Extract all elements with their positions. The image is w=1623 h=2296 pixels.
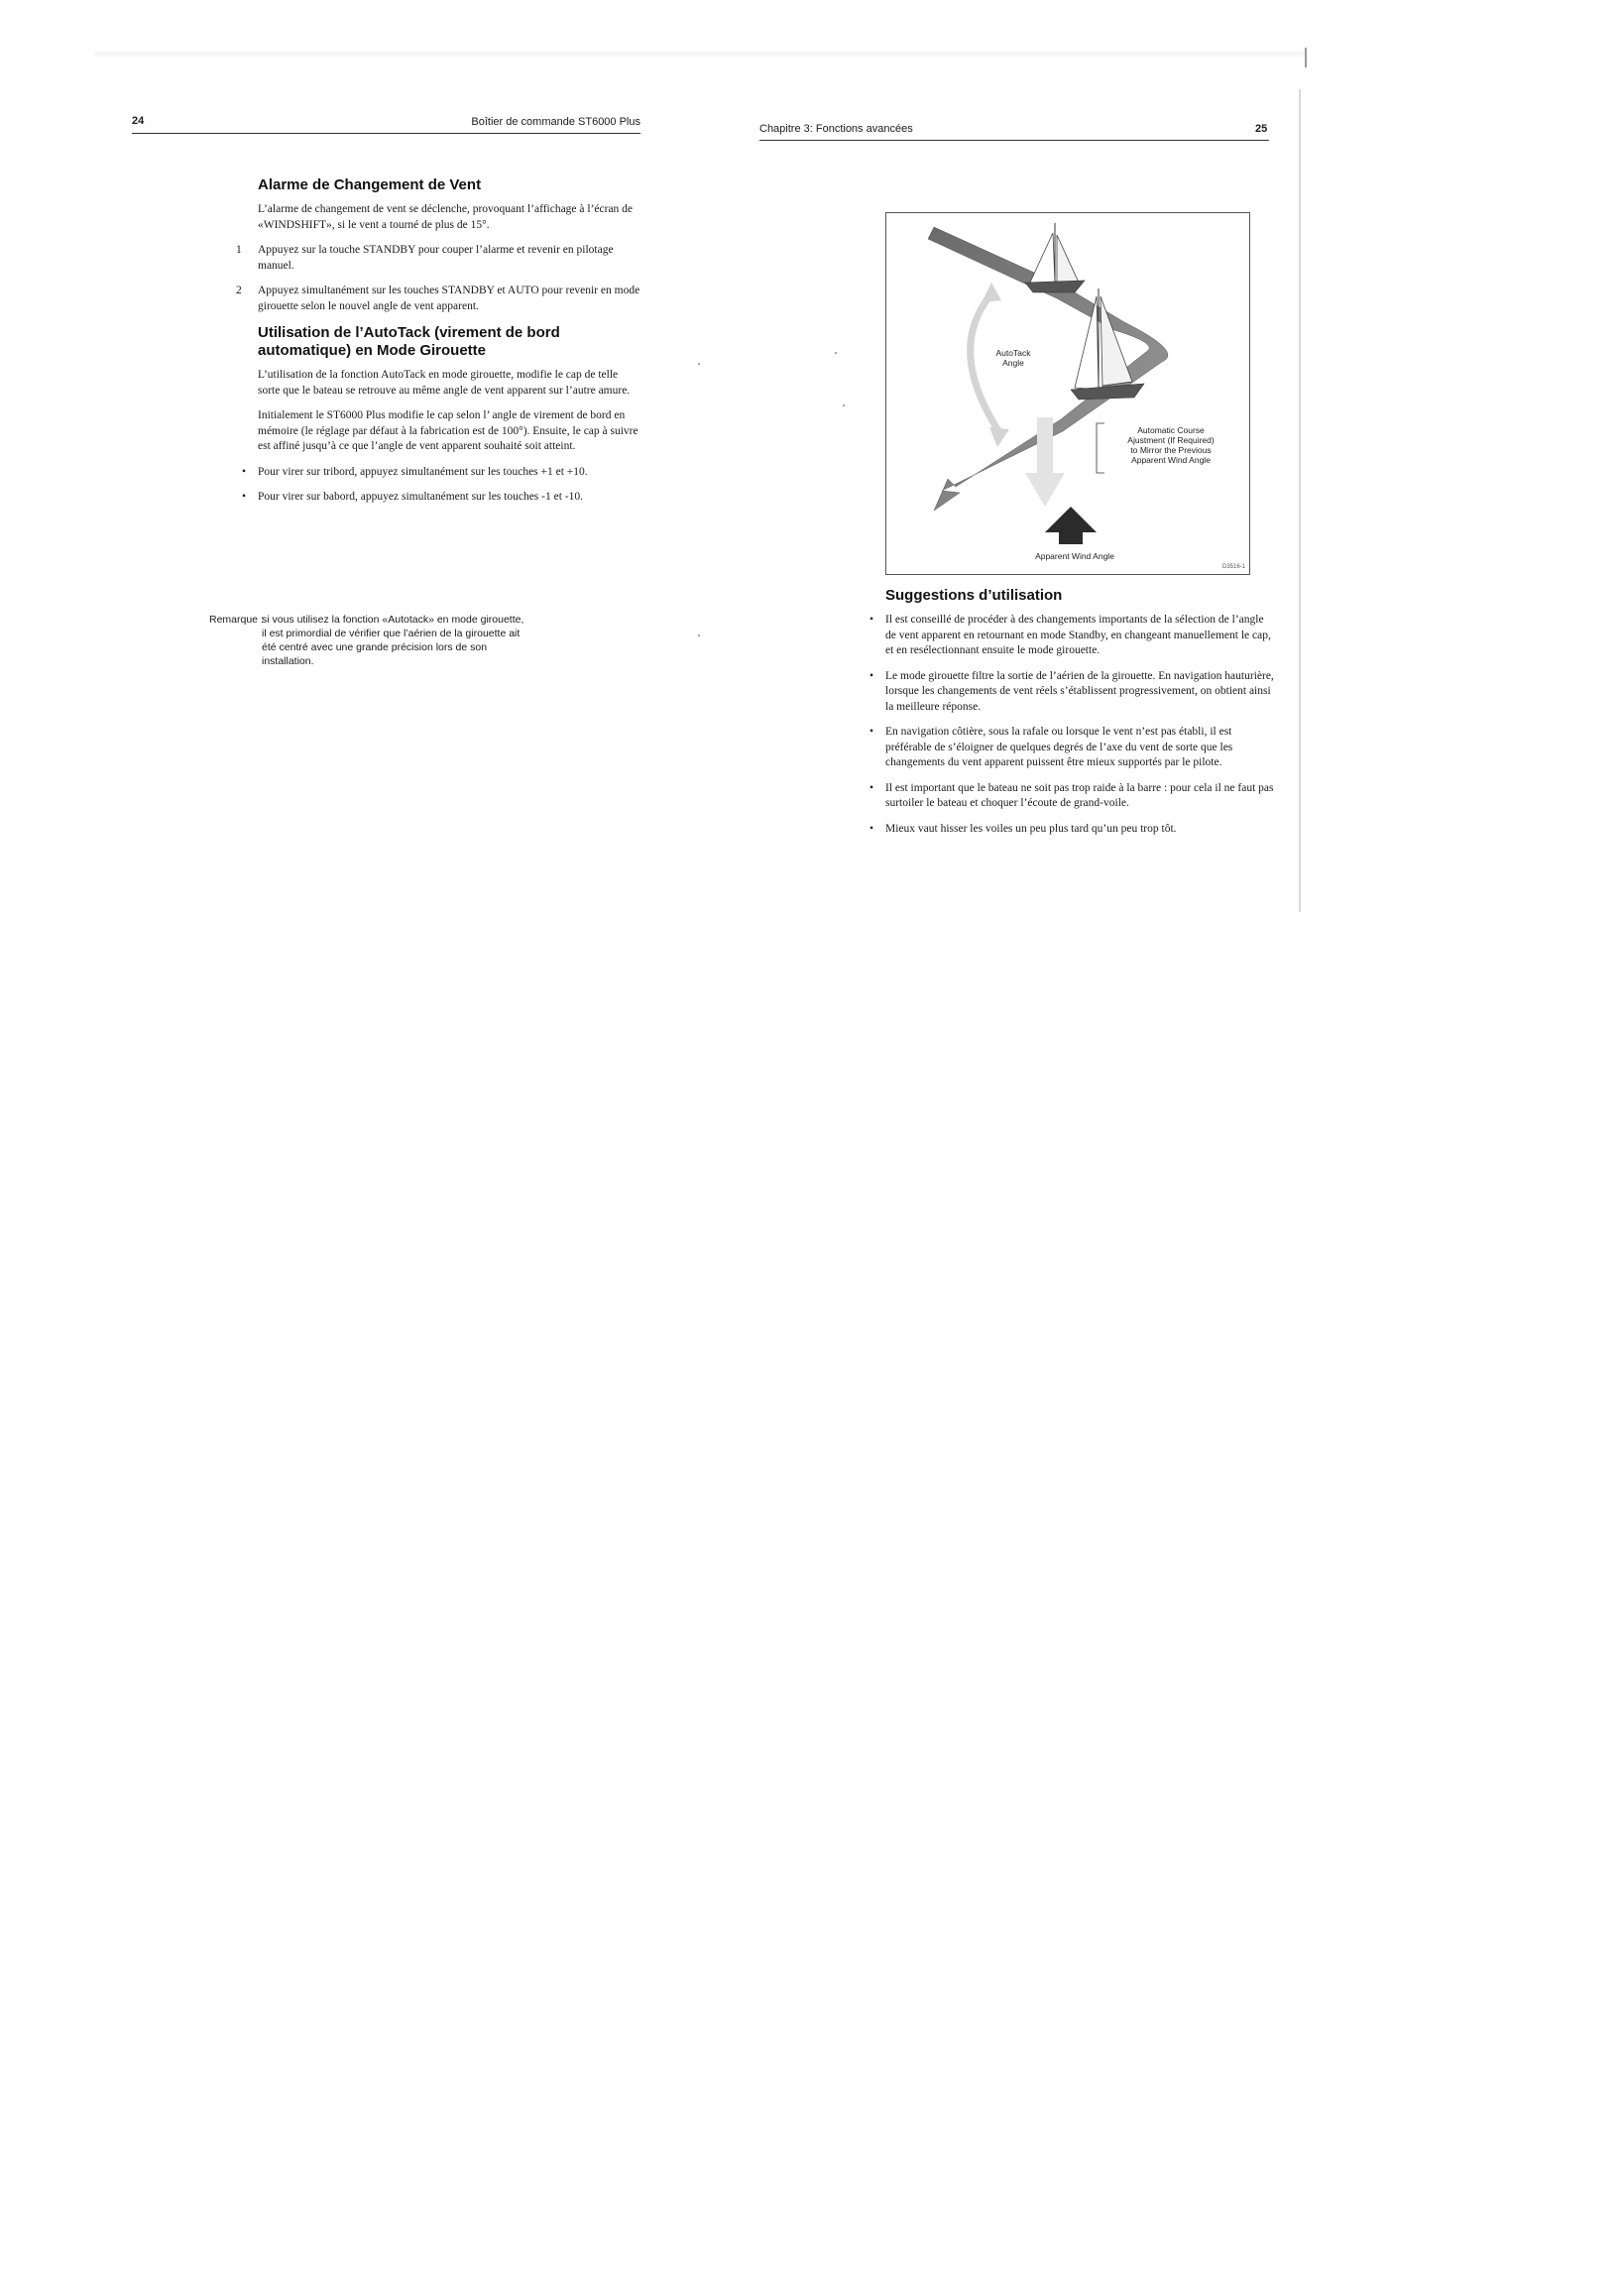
- sailboat-icon: [1025, 223, 1085, 292]
- bullet-text: Mieux vaut hisser les voiles un peu plus tard qu’un peu trop tôt.: [885, 822, 1177, 835]
- autotack-heading: Utilisation de l’AutoTack (virement de bord automatique) en Mode Girouette: [258, 324, 560, 359]
- bullet-text: Il est conseillé de procéder à des changements importants de la sélection de l’angle de vent apparent en retournant en mode Standby, en changeant manuellement le cap, et en resélectionnant ensuite le mode girouette.: [885, 614, 1271, 656]
- left-running-header: Boîtier de commande ST6000 Plus: [471, 116, 640, 128]
- page-edge: [1299, 89, 1301, 912]
- note-block: [209, 613, 645, 667]
- windshift-heading: Alarme de Changement de Vent: [258, 176, 482, 193]
- note-label: Remarque :: [209, 614, 264, 626]
- autotack-angle-label-line: AutoTack: [995, 348, 1031, 358]
- bullet-dot: •: [242, 491, 247, 503]
- course-adjust-label-line: Ajustment (If Required): [1127, 435, 1215, 445]
- bullet-dot: •: [869, 614, 874, 626]
- right-header-rule: [759, 140, 1269, 141]
- figure-code: D3516-1: [1221, 564, 1245, 570]
- autotack-angle-label-line: Angle: [1002, 358, 1024, 368]
- scan-edge-mark: [1305, 48, 1307, 67]
- suggestions-heading: Suggestions d’utilisation: [885, 587, 1063, 604]
- scan-speck: [698, 363, 700, 365]
- course-adjust-label-line: Automatic Course: [1137, 425, 1205, 435]
- autotack-paragraph-2: Initialement le ST6000 Plus modifie le cap selon l’ angle de virement de bord en mémoire (le réglage par défaut à la fabrication est de 100°). Ensuite, le cap à suivre est affiné jusqu’à ce que l’angle de vent apparent souhaité soit atteint.: [258, 409, 638, 452]
- bullet-text: Pour virer sur tribord, appuyez simultanément sur les touches +1 et +10.: [258, 465, 588, 478]
- step-item: [236, 284, 640, 314]
- arc-arrowhead-bottom: [989, 427, 1009, 447]
- bullet-dot: •: [869, 726, 874, 738]
- bullet-item: [869, 669, 1274, 716]
- autotack-angle-label: [984, 348, 1043, 368]
- step-item: [236, 243, 640, 274]
- apparent-wind-label: Apparent Wind Angle: [1035, 551, 1114, 561]
- bullet-item: [242, 490, 640, 506]
- left-page-number: 24: [132, 115, 145, 127]
- bullet-dot: •: [242, 465, 247, 478]
- bullet-item: [869, 822, 1274, 838]
- bullet-item: [242, 465, 640, 481]
- course-adjust-label: [1108, 425, 1233, 465]
- left-column: [236, 176, 640, 516]
- autotack-paragraph-1: L’utilisation de la fonction AutoTack en mode girouette, modifie le cap de telle sorte que le bateau se retrouve au même angle de vent apparent sur l’autre amure.: [258, 369, 631, 397]
- scan-speck: [835, 352, 837, 354]
- left-header-rule: [132, 133, 640, 134]
- autotack-figure: [885, 212, 1250, 575]
- bullet-text: Pour virer sur babord, appuyez simultanément sur les touches -1 et -10.: [258, 491, 583, 503]
- bullet-dot: •: [869, 781, 874, 794]
- bullet-text: Il est important que le bateau ne soit pas trop raide à la barre : pour cela il ne faut pas surtoiler le bateau et choquer l’écoute de grand-voile.: [885, 781, 1274, 809]
- right-running-header: Chapitre 3: Fonctions avancées: [759, 123, 913, 135]
- step-text: Appuyez simultanément sur les touches STANDBY et AUTO pour revenir en mode girouette selon le nouvel angle de vent apparent.: [258, 285, 640, 312]
- step-text: Appuyez sur la touche STANDBY pour couper l’alarme et revenir en pilotage manuel.: [258, 244, 614, 272]
- course-bracket: [1097, 423, 1104, 473]
- bullet-dot: •: [869, 669, 874, 682]
- bullet-item: [869, 725, 1274, 771]
- note-text: si vous utilisez la fonction «Autotack» en mode girouette, il est primordial de vérifier que l’aérien de la girouette ait été centré avec une grande précision lors de son installation.: [262, 614, 524, 667]
- bullet-dot: •: [869, 822, 874, 835]
- scan-speck: [843, 404, 845, 406]
- scan-speck: [698, 634, 700, 636]
- course-adjust-label-line: Apparent Wind Angle: [1131, 455, 1211, 465]
- course-adjust-label-line: to Mirror the Previous: [1130, 445, 1212, 455]
- arc-arrowhead-top: [982, 283, 1001, 302]
- windshift-intro: L’alarme de changement de vent se déclenche, provoquant l’affichage à l’écran de «WINDSHIFT», si le vent a tourné de plus de 15°.: [258, 203, 634, 231]
- right-column: [869, 587, 1274, 847]
- step-number: 1: [236, 244, 242, 256]
- right-page-number: 25: [1255, 123, 1268, 135]
- step-number: 2: [236, 285, 242, 296]
- apparent-wind-arrow-icon: [1045, 507, 1097, 544]
- bullet-item: [869, 613, 1274, 659]
- bullet-text: Le mode girouette filtre la sortie de l’aérien de la girouette. En navigation hauturière, lorsque les changements de vent réels s’établissent progressivement, on obtient ainsi la meilleure réponse.: [885, 669, 1274, 713]
- scan-shadow: [94, 52, 1309, 59]
- autotack-diagram: [886, 213, 1251, 576]
- bullet-text: En navigation côtière, sous la rafale ou lorsque le vent n’est pas établi, il est préférable de s’éloigner de quelques degrés de l’axe du vent de sorte que les changements du vent apparent puissent être mieux supportés par le pilote.: [885, 726, 1233, 768]
- bullet-item: [869, 781, 1274, 812]
